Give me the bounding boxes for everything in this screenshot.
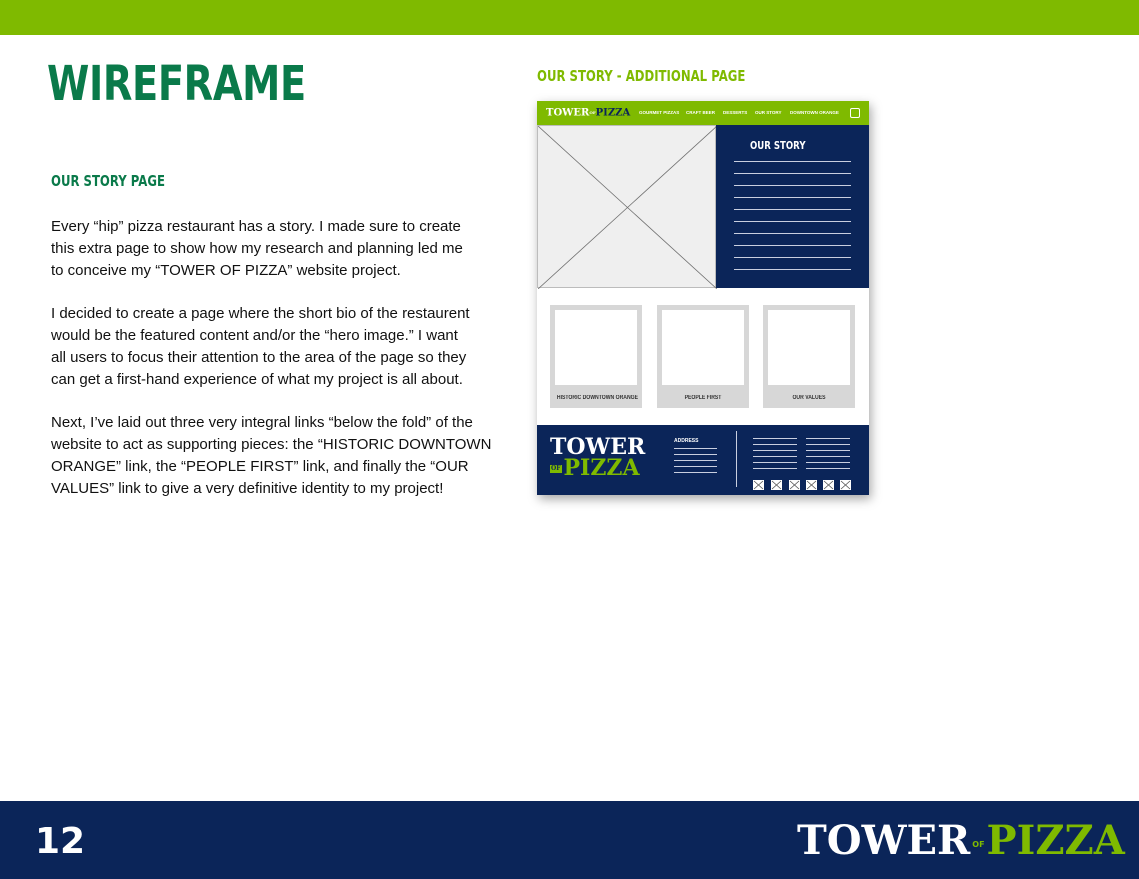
card-people-first <box>657 305 749 408</box>
shopping-bag-icon <box>850 108 860 118</box>
text-placeholder-line <box>734 257 851 258</box>
social-icon-placeholder <box>753 480 764 490</box>
text-placeholder-line <box>734 233 851 234</box>
wireframe-mockup <box>537 101 869 495</box>
wireframe-footer <box>537 425 869 495</box>
brand-logo-of: OF <box>972 839 985 849</box>
card-image-placeholder <box>768 310 850 385</box>
social-icon-placeholder <box>823 480 834 490</box>
paragraph-3: Next, I’ve laid out three very integral links “below the fold” of the website to act as supporting pieces: the “HISTORIC DOWNTOWN ORANGE” link, the “PEOPLE FIRST” link, and finally the “OUR VALUES” link to give a very definitive identity to my project! <box>51 414 492 497</box>
social-icon-placeholder <box>771 480 782 490</box>
link-placeholder-line <box>753 444 797 445</box>
wireframe-caption: OUR STORY - ADDITIONAL PAGE <box>537 67 746 85</box>
wireframe-logo-of: OF <box>589 110 596 115</box>
text-placeholder-line <box>734 209 851 210</box>
card-image-placeholder <box>555 310 637 385</box>
page-title: WIREFRAME <box>47 56 306 112</box>
link-placeholder-line <box>753 450 797 451</box>
text-placeholder-line <box>734 197 851 198</box>
footer-logo-pizza-text: PIZZA <box>563 455 640 481</box>
card-historic-downtown-orange <box>550 305 642 408</box>
story-panel-title: OUR STORY <box>750 139 806 152</box>
link-placeholder-line <box>806 462 850 463</box>
text-placeholder-line <box>734 185 851 186</box>
wireframe-nav-bar <box>537 101 869 125</box>
social-icon-placeholder <box>840 480 851 490</box>
wireframe-nav-downtown-orange: DOWNTOWN ORANGE <box>790 110 839 115</box>
text-placeholder-line <box>734 173 851 174</box>
story-panel <box>716 125 869 288</box>
card-image-placeholder <box>662 310 744 385</box>
social-icon-placeholder <box>789 480 800 490</box>
brand-logo-pizza: PIZZA <box>986 817 1125 864</box>
link-placeholder-line <box>753 456 797 457</box>
link-placeholder-line <box>806 450 850 451</box>
page-number: 12 <box>35 821 86 862</box>
address-placeholder-line <box>674 454 717 455</box>
link-placeholder-line <box>753 462 797 463</box>
wireframe-nav-desserts: DESSERTS <box>723 110 748 115</box>
address-placeholder-line <box>674 448 717 449</box>
brand-logo <box>797 817 1125 864</box>
text-placeholder-line <box>734 221 851 222</box>
link-placeholder-line <box>753 438 797 439</box>
footer-divider <box>736 431 737 487</box>
text-placeholder-line <box>734 269 851 270</box>
hero-image-placeholder <box>537 125 716 288</box>
footer-logo-of: OF <box>551 465 561 472</box>
social-icon-placeholder <box>806 480 817 490</box>
section-heading: OUR STORY PAGE <box>51 172 165 190</box>
wireframe-logo-pizza: PIZZA <box>595 107 631 119</box>
wireframe-logo <box>546 107 630 120</box>
card-label: OUR VALUES <box>792 395 826 401</box>
wireframe-nav-craft-beer: CRAFT BEER <box>686 110 715 115</box>
wireframe-nav-our-story: OUR STORY <box>755 110 782 115</box>
wireframe-nav-gourmet-pizzas: GOURMET PIZZAS <box>639 110 680 115</box>
link-placeholder-line <box>806 456 850 457</box>
link-placeholder-line <box>806 438 850 439</box>
footer-address-label: ADDRESS <box>674 438 699 444</box>
address-placeholder-line <box>674 460 717 461</box>
footer-logo-tower: TOWER <box>550 434 646 460</box>
paragraph-2: I decided to create a page where the short bio of the restaurent would be the featured content and/or the “hero image.” I want all users to focus their attention to the area of the page so they can get a first-hand experience of what my project is all about. <box>51 305 470 388</box>
wireframe-logo-tower: TOWER <box>546 107 590 119</box>
text-placeholder-line <box>734 245 851 246</box>
address-placeholder-line <box>674 472 717 473</box>
card-label: PEOPLE FIRST <box>684 395 722 401</box>
address-placeholder-line <box>674 466 717 467</box>
brand-logo-tower: TOWER <box>797 817 971 864</box>
card-our-values <box>763 305 855 408</box>
link-placeholder-line <box>753 468 797 469</box>
link-placeholder-line <box>806 444 850 445</box>
link-placeholder-line <box>806 468 850 469</box>
body-copy <box>51 216 521 521</box>
top-accent-bar <box>0 0 1139 35</box>
card-label: HISTORIC DOWNTOWN ORANGE <box>556 395 639 401</box>
paragraph-1: Every “hip” pizza restaurant has a story. I made sure to create this extra page to show how my research and planning led me to conceive my “TOWER OF PIZZA” website project. <box>51 218 463 279</box>
footer-logo-pizza <box>550 457 640 479</box>
image-placeholder-icon <box>538 126 717 289</box>
text-placeholder-line <box>734 161 851 162</box>
